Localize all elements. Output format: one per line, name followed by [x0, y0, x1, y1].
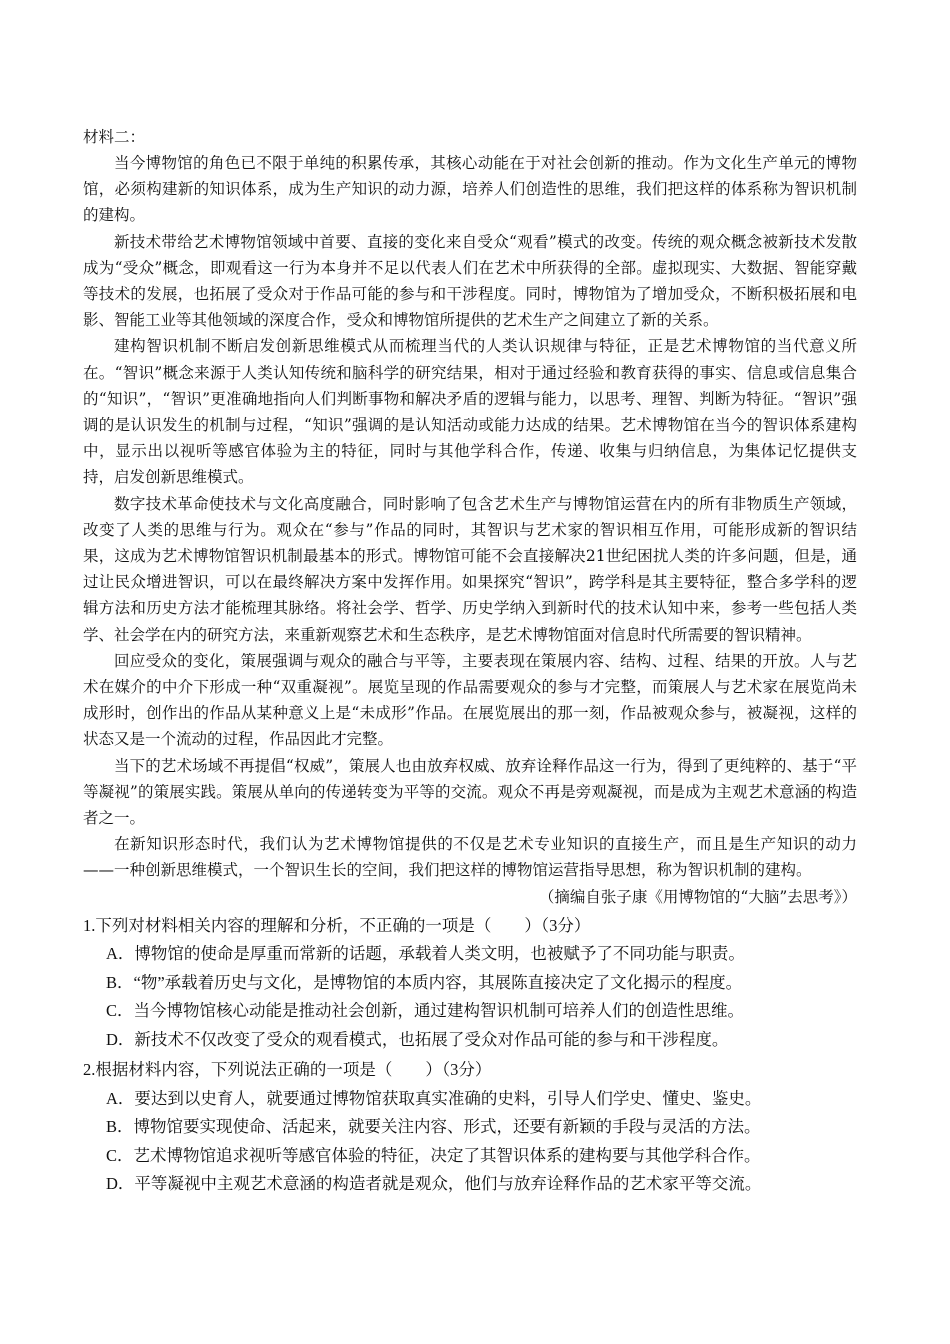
question-1-option-d: D．新技术不仅改变了受众的观看模式，也拓展了受众对作品可能的参与和干涉程度。 [106, 1029, 729, 1049]
paragraph-4: 数字技术革命使技术与文化高度融合，同时影响了包含艺术生产与博物馆运营在内的所有非物质生产领域，改变了人类的思维与行为。观众在“参与”作品的同时，其智识与艺术家的智识相互作用，可能形成新的智识结果，这成为艺术博物馆智识机制最基本的形式。博物馆可能不会直接解决21世纪困扰人类的许多问题，但是，通过让民众增进智识，可以在最终解决方案中发挥作用。如果探究“智识”，跨学科是其主要特征，整合多学科的逻辑方法和历史方法才能梳理其脉络。将社会学、哲学、历史学纳入到新时代的技术认知中来，参考一些包括人类学、社会学在内的研究方法，来重新观察艺术和生态秩序，是艺术博物馆面对信息时代所需要的智识精神。 [83, 494, 857, 644]
question-2-option-d: D．平等凝视中主观艺术意涵的构造者就是观众，他们与放弃诠释作品的艺术家平等交流。 [106, 1174, 762, 1194]
question-2-title: 2.根据材料内容，下列说法正确的一项是（ ）（3分） [83, 1060, 492, 1080]
question-1-option-b: B．“物”承载着历史与文化，是博物馆的本质内容，其展陈直接决定了文化揭示的程度。 [106, 972, 743, 992]
paragraph-1: 当今博物馆的角色已不限于单纯的积累传承，其核心动能在于对社会创新的推动。作为文化生产单元的博物馆，必须构建新的知识体系，成为生产知识的动力源，培养人们创造性的思维，我们把这样的体系称为智识机制的建构。 [83, 154, 857, 225]
question-2-option-b: B．博物馆要实现使命、活起来，就要关注内容、形式，还要有新颖的手段与灵活的方法。 [106, 1117, 761, 1137]
question-1-option-c: C．当今博物馆核心动能是推动社会创新，通过建构智识机制可培养人们的创造性思维。 [106, 1001, 745, 1021]
question-1 [83, 912, 857, 1055]
source-citation: （摘编自张子康《用博物馆的“大脑”去思考》） [538, 887, 857, 906]
question-2-option-c: C．艺术博物馆追求视听等感官体验的特征，决定了其智识体系的建构要与其他学科合作。 [106, 1145, 761, 1165]
paragraph-3: 建构智识机制不断启发创新思维模式从而梳理当代的人类认识规律与特征，正是艺术博物馆的当代意义所在。“智识”概念来源于人类认知传统和脑科学的研究结果，相对于通过经验和教育获得的事实、信息或信息集合的“知识”，“智识”更准确地指向人们判断事物和解决矛盾的逻辑与能力，以思考、理智、判断为特征。“智识”强调的是认识发生的机制与过程，“知识”强调的是认知活动或能力达成的结果。艺术博物馆在当今的智识体系建构中，显示出以视听等感官体验为主的特征，同时与其他学科合作，传递、收集与归纳信息，为集体记忆提供支持，启发创新思维模式。 [83, 337, 857, 487]
paragraph-7: 在新知识形态时代，我们认为艺术博物馆提供的不仅是艺术专业知识的直接生产，而且是生产知识的动力——一种创新思维模式，一个智识生长的空间，我们把这样的博物馆运营指导思想，称为智识机制的建构。 [83, 835, 857, 880]
question-1-option-a: A．博物馆的使命是厚重而常新的话题，承载着人类文明，也被赋予了不同功能与职责。 [106, 944, 745, 964]
material-heading: 材料二： [83, 128, 146, 146]
paragraph-6: 当下的艺术场域不再提倡“权威”，策展人也由放弃权威、放弃诠释作品这一行为，得到了更纯粹的、基于“平等凝视”的策展实践。策展从单向的传递转变为平等的交流。观众不再是旁观凝视，而是成为主观艺术意涵的构造者之一。 [83, 756, 857, 828]
question-2-option-a: A．要达到以史育人，就要通过博物馆获取真实准确的史料，引导人们学史、懂史、鉴史。 [106, 1088, 762, 1108]
exam-page [83, 124, 857, 1199]
paragraph-2: 新技术带给艺术博物馆领域中首要、直接的变化来自受众“观看”模式的改变。传统的观众概念被新技术发散成为“受众”概念，即观看这一行为本身并不足以代表人们在艺术中所获得的全部。虚拟现实、大数据、智能穿戴等技术的发展，也拓展了受众对于作品可能的参与和干涉程度。同时，博物馆为了增加受众，不断积极拓展和电影、智能工业等其他领域的深度合作，受众和博物馆所提供的艺术生产之间建立了新的关系。 [83, 232, 857, 330]
paragraph-5: 回应受众的变化，策展强调与观众的融合与平等，主要表现在策展内容、结构、过程、结果的开放。人与艺术在媒介的中介下形成一种“双重凝视”。展览呈现的作品需要观众的参与才完整，而策展人与艺术家在展览尚未成形时，创作出的作品从某种意义上是“未成形”作品。在展览展出的那一刻，作品被观众参与，被凝视，这样的状态又是一个流动的过程，作品因此才完整。 [83, 651, 857, 749]
question-1-title: 1.下列对材料相关内容的理解和分析，不正确的一项是（ ）（3分） [83, 915, 591, 935]
question-2 [83, 1056, 857, 1199]
